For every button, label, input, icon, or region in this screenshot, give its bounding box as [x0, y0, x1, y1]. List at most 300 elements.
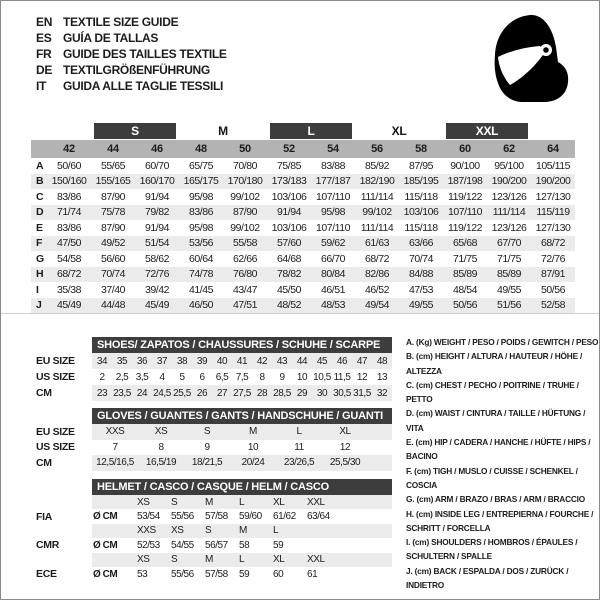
size-group-cell — [443, 123, 531, 140]
measurement-cell: 70/74 — [100, 268, 126, 281]
section-cell: Ø CM — [93, 539, 118, 551]
section-cell: M — [239, 525, 247, 537]
section-cell: 59/60 — [239, 511, 262, 523]
section-cell: M — [205, 496, 213, 508]
section-cell: 53/54 — [137, 511, 160, 523]
section-row-label: CMR — [36, 539, 60, 552]
section-cell: 7 — [112, 441, 118, 453]
measurement-cell: 83/86 — [188, 206, 214, 219]
section-cell: 20/24 — [241, 457, 265, 469]
measurement-letter: E — [36, 221, 43, 234]
section-cell: 28,5 — [273, 387, 291, 399]
section-cell: 23 — [96, 387, 108, 399]
section-cell: 27,5 — [233, 387, 251, 399]
measurement-row — [31, 267, 575, 283]
measurement-letter: C — [36, 190, 44, 203]
measurement-cell: 45/49 — [56, 299, 82, 312]
section-cell: 43 — [276, 355, 288, 367]
measurement-cell: 51/54 — [144, 237, 170, 250]
section-cell: 45 — [316, 355, 328, 367]
section-cell: XL — [339, 426, 351, 438]
measurement-cell: 123/126 — [491, 221, 527, 234]
section-row-cells — [92, 385, 392, 401]
section-cell: 5 — [179, 371, 185, 383]
section-header-bar: HELMET / CASCO / CASQUE / HELM / CASCO — [92, 479, 392, 495]
section-cell — [92, 495, 136, 509]
measurement-cell: 111/114 — [360, 221, 394, 234]
measurement-cell: 119/122 — [447, 190, 483, 203]
measurement-cell: 87/90 — [100, 221, 126, 234]
section-row — [36, 524, 392, 538]
size-column-header-row — [31, 140, 575, 158]
measurement-cell: 103/106 — [403, 206, 439, 219]
measurement-cell: 72/76 — [144, 268, 170, 281]
row-filler — [368, 440, 380, 456]
section-cell: 55/56 — [171, 511, 194, 523]
measurement-cell: 99/102 — [362, 206, 392, 219]
section-cell: 35 — [116, 355, 128, 367]
size-column-header: 44 — [107, 143, 119, 155]
section-cell: 57/58 — [205, 568, 228, 580]
section-row-cells — [92, 538, 392, 552]
measurement-cell: 46/50 — [188, 299, 214, 312]
measurement-cell: 57/60 — [276, 237, 302, 250]
size-group-label: M — [218, 124, 228, 138]
section-cell: 58 — [239, 539, 250, 551]
section-cell: 9 — [204, 441, 210, 453]
measurement-cell: 65/68 — [452, 237, 478, 250]
row-filler — [340, 567, 392, 581]
section-row-label: US SIZE — [36, 371, 75, 383]
section-divider-line — [1, 313, 600, 314]
measurement-cell: 91/94 — [276, 206, 302, 219]
measurement-cell: 150/160 — [51, 175, 87, 188]
size-group-label: XL — [391, 124, 407, 138]
section-row — [36, 385, 392, 401]
section-cell: 28 — [256, 387, 268, 399]
measurement-cell: 61/63 — [364, 237, 390, 250]
measurement-cell: 48/52 — [276, 299, 302, 312]
measurement-cell: 51/56 — [496, 299, 522, 312]
legend-item: I. (cm) SHOULDERS / HOMBROS / ÉPAULES / SCHULTERN / SPALLE — [406, 537, 578, 562]
measurement-cell: 35/38 — [56, 283, 82, 296]
section-cell: 53 — [137, 568, 148, 580]
section-cell: 10 — [247, 441, 259, 453]
section-cell: 38 — [176, 355, 188, 367]
measurement-cell: 85/89 — [452, 268, 478, 281]
measurement-cell: 55/65 — [100, 159, 126, 172]
measurement-cell: 182/190 — [359, 175, 395, 188]
measurement-cell: 83/88 — [320, 159, 346, 172]
section-row — [36, 369, 392, 385]
measurement-cell: 165/175 — [183, 175, 219, 188]
measurement-cell: 63/66 — [408, 237, 434, 250]
language-row — [36, 46, 227, 62]
measurement-cell: 55/58 — [232, 237, 258, 250]
section-row-label: FIA — [36, 510, 53, 523]
guide-title: GUIDE DES TAILLES TEXTILE — [63, 47, 227, 61]
measurement-cell: 119/122 — [447, 221, 483, 234]
section-cell: 13 — [376, 371, 388, 383]
shoes-size-section — [36, 337, 392, 401]
measurement-cell: 99/102 — [230, 190, 260, 203]
measurement-cell: 87/90 — [100, 190, 126, 203]
measurement-cell: 78/82 — [276, 268, 302, 281]
measurement-cell: 46/51 — [320, 283, 346, 296]
section-row-label — [36, 524, 92, 538]
measurement-cell: 71/75 — [452, 252, 478, 265]
measurement-row — [31, 205, 575, 221]
measurement-cell: 43/47 — [232, 283, 258, 296]
size-group-label: L — [270, 123, 352, 139]
measurement-cell: 111/114 — [492, 206, 526, 219]
measurement-cell: 45/49 — [144, 299, 170, 312]
section-row-label: EU SIZE — [36, 355, 75, 367]
section-cell: 8 — [259, 371, 265, 383]
measurement-cell: 54/58 — [56, 252, 82, 265]
section-cell: 26 — [196, 387, 208, 399]
section-row-cells — [92, 524, 392, 538]
size-column-header: 60 — [459, 143, 471, 155]
section-cell: S — [205, 525, 212, 537]
measurement-cell: 83/86 — [56, 221, 82, 234]
measurement-cell: 71/74 — [56, 206, 82, 219]
measurement-cell: 87/91 — [540, 268, 566, 281]
measurement-cell: 68/72 — [56, 268, 82, 281]
measurement-cell: 173/183 — [271, 175, 307, 188]
measurement-cell: 111/114 — [360, 190, 394, 203]
measurement-cell: 115/119 — [536, 206, 570, 219]
section-cell: 42 — [256, 355, 268, 367]
section-cell: XXS — [137, 525, 156, 537]
measurement-letter: D — [36, 206, 44, 219]
section-cell: 55/56 — [171, 568, 194, 580]
section-row — [36, 440, 392, 456]
section-cell: S — [203, 426, 211, 438]
section-cell: 23/26,5 — [283, 457, 315, 469]
section-cell: S — [171, 496, 178, 508]
measurement-cell: 170/180 — [227, 175, 263, 188]
measurement-cell: 79/82 — [144, 206, 170, 219]
language-code: FR — [36, 47, 52, 61]
section-row-cells — [92, 440, 392, 456]
section-cell: 52/53 — [137, 539, 160, 551]
section-cell: 31,5 — [353, 387, 371, 399]
section-row-cells — [92, 455, 392, 471]
measurement-cell: 190/200 — [535, 175, 571, 188]
measurement-cell: 52/58 — [540, 299, 566, 312]
legend-item: H. (cm) INSIDE LEG / ENTREPIERNA / FOURCHE / SCHRITT / FORCELLA — [406, 508, 594, 533]
measurement-cell: 59/62 — [320, 237, 346, 250]
section-cell: XL — [273, 496, 285, 508]
section-cell: 8 — [158, 441, 164, 453]
measurement-cell: 71/75 — [496, 252, 522, 265]
section-cell: 57/58 — [205, 511, 228, 523]
measurement-cell: 75/85 — [276, 159, 302, 172]
measurement-cell: 91/94 — [144, 190, 170, 203]
section-cell: L — [273, 525, 279, 537]
section-cell: 36 — [136, 355, 148, 367]
measurement-cell: 53/56 — [188, 237, 214, 250]
section-cell: XXL — [307, 496, 325, 508]
section-cell: XS — [137, 554, 150, 566]
section-cell: 2,5 — [115, 371, 129, 383]
section-cell: XS — [154, 426, 168, 438]
section-cell: 12 — [356, 371, 368, 383]
section-cell: 30,5 — [333, 387, 351, 399]
section-cell: 56/57 — [205, 539, 228, 551]
measurement-cell: 60/64 — [188, 252, 214, 265]
legend-item: B. (cm) HEIGHT / ALTURA / HAUTEUR / HÖHE / ALTEZZA — [406, 351, 583, 376]
row-filler — [340, 509, 392, 523]
gloves-size-section — [36, 408, 392, 471]
section-row-label: ECE — [36, 568, 57, 581]
section-cell: 39 — [196, 355, 208, 367]
section-row — [36, 538, 392, 552]
section-cell: 9 — [279, 371, 285, 383]
legend-item: C. (cm) CHEST / PECHO / POITRINE / TRUHE / PETTO — [406, 379, 579, 405]
measurement-cell: 56/60 — [100, 252, 126, 265]
section-cell: 6 — [199, 371, 205, 383]
section-row — [36, 455, 392, 471]
measurement-cell: 85/92 — [364, 159, 390, 172]
section-header-bar: GLOVES / GUANTES / GANTS / HANDSCHUHE / GUANTI — [92, 408, 392, 424]
section-cell: 61/62 — [273, 511, 296, 523]
measurement-cell: 185/195 — [403, 175, 439, 188]
measurement-letter: J — [36, 299, 42, 312]
section-cell: 23,5 — [113, 387, 131, 399]
measurement-cell: 107/110 — [315, 221, 351, 234]
measurement-cell: 82/86 — [364, 268, 390, 281]
section-cell: M — [249, 426, 257, 438]
row-filler — [380, 440, 392, 456]
measurement-cell: 95/98 — [188, 221, 214, 234]
measurement-cell: 50/60 — [56, 159, 82, 172]
language-code: DE — [36, 63, 53, 77]
section-cell: 12,5/16,5 — [96, 457, 134, 469]
section-row — [36, 495, 392, 509]
size-column-header: 62 — [503, 143, 515, 155]
language-row — [36, 78, 227, 94]
section-cell: XL — [273, 554, 285, 566]
measurement-cell: 90/100 — [450, 159, 480, 172]
measurement-row — [31, 251, 575, 267]
guide-title: GUÍA DE TALLAS — [63, 31, 159, 45]
helmet-size-section — [36, 479, 392, 581]
size-group-cell — [91, 123, 179, 140]
measurement-letter: A — [36, 159, 44, 172]
section-cell: 48 — [376, 355, 388, 367]
row-filler — [340, 495, 392, 509]
measurement-cell: 80/84 — [320, 268, 346, 281]
section-cell: 11 — [294, 441, 304, 453]
measurement-cell: 127/130 — [535, 190, 571, 203]
measurement-letter: F — [36, 237, 43, 250]
row-filler — [380, 455, 392, 471]
measurement-cell: 75/78 — [100, 206, 126, 219]
measurement-cell: 50/56 — [452, 299, 478, 312]
section-cell: 32 — [376, 387, 388, 399]
section-row — [36, 353, 392, 369]
measurement-cell: 41/45 — [188, 283, 214, 296]
measurement-letter: H — [36, 268, 44, 281]
measurement-legend — [406, 335, 600, 592]
measurement-cell: 62/66 — [232, 252, 258, 265]
size-group-cell — [355, 123, 443, 140]
measurement-cell: 58/62 — [144, 252, 170, 265]
measurement-cell: 76/80 — [232, 268, 258, 281]
legend-item: E. (cm) HIP / CADERA / HANCHE / HÜFTE / HIPS / BACINO — [406, 437, 591, 462]
measurement-letter: G — [36, 252, 44, 265]
section-row-label — [36, 553, 92, 567]
measurement-cell: 72/76 — [540, 252, 566, 265]
textile-size-table — [31, 123, 575, 313]
language-row — [36, 62, 227, 78]
section-row-cells — [92, 353, 392, 369]
section-row-label: EU SIZE — [36, 425, 75, 438]
size-column-header: 54 — [327, 143, 339, 155]
size-column-header: 42 — [63, 143, 75, 155]
section-cell — [92, 553, 136, 567]
measurement-cell: 47/53 — [408, 283, 434, 296]
section-row-cells — [92, 553, 392, 567]
size-column-header: 52 — [283, 143, 295, 155]
measurement-cell: 95/98 — [320, 206, 346, 219]
section-header-bar: SHOES/ ZAPATOS / CHAUSSURES / SCHUHE / SCARPE — [92, 337, 392, 353]
row-filler — [368, 424, 380, 440]
measurement-cell: 49/52 — [100, 237, 126, 250]
section-cell: Ø CM — [93, 568, 118, 580]
size-group-row — [31, 123, 575, 140]
guide-title: TEXTILGRÖßENFÜHRUNG — [63, 63, 210, 77]
section-cell: 2 — [99, 371, 105, 383]
measurement-cell: 44/48 — [100, 299, 126, 312]
section-cell: M — [205, 554, 213, 566]
group-spacer — [531, 123, 575, 140]
section-row — [36, 424, 392, 440]
measurement-row — [31, 220, 575, 236]
section-cell: 18/21,5 — [191, 457, 223, 469]
measurement-cell: 49/54 — [364, 299, 390, 312]
measurement-cell: 83/86 — [56, 190, 82, 203]
row-filler — [340, 524, 392, 538]
measurement-row — [31, 236, 575, 252]
section-cell: 12 — [339, 441, 351, 453]
measurement-cell: 107/110 — [315, 190, 351, 203]
measurement-cell: 65/75 — [188, 159, 214, 172]
section-cell: 4 — [159, 371, 165, 383]
section-cell: Ø CM — [93, 511, 118, 523]
measurement-cell: 46/52 — [364, 283, 390, 296]
measurement-cell: 115/118 — [404, 221, 438, 234]
row-filler — [340, 538, 392, 552]
row-filler — [340, 553, 392, 567]
section-cell: 59 — [273, 539, 284, 551]
section-cell: 61 — [307, 568, 318, 580]
section-cell: 16,5/19 — [145, 457, 177, 469]
size-column-header: 64 — [547, 143, 559, 155]
section-cell: L — [239, 554, 245, 566]
measurement-letter: B — [36, 175, 44, 188]
section-cell: 24 — [136, 387, 148, 399]
measurement-cell: 37/40 — [100, 283, 126, 296]
size-group-label: S — [94, 123, 176, 139]
section-cell: 63/64 — [307, 511, 330, 523]
size-group-label: XXL — [446, 123, 528, 139]
language-code: EN — [36, 15, 53, 29]
section-row-cells — [92, 369, 392, 385]
measurement-cell: 99/102 — [230, 221, 260, 234]
measurement-cell: 115/118 — [404, 190, 438, 203]
section-cell: XS — [137, 496, 150, 508]
measurement-cell: 74/78 — [188, 268, 214, 281]
section-cell: XXS — [105, 426, 125, 438]
measurement-cell: 84/88 — [408, 268, 434, 281]
size-column-header: 56 — [371, 143, 383, 155]
measurement-row — [31, 158, 575, 174]
measurement-cell: 50/56 — [540, 283, 566, 296]
section-cell: 46 — [336, 355, 348, 367]
measurement-cell: 91/94 — [144, 221, 170, 234]
guide-title: GUIDA ALLE TAGLIE TESSILI — [63, 79, 224, 93]
section-row-label: CM — [36, 387, 52, 399]
measurement-cell: 155/165 — [95, 175, 131, 188]
language-code: IT — [36, 79, 47, 93]
measurement-cell: 95/98 — [188, 190, 214, 203]
section-cell: 25,5 — [173, 387, 191, 399]
measurement-cell: 48/53 — [320, 299, 346, 312]
racing-helmet-icon — [488, 11, 572, 112]
section-cell — [306, 524, 340, 538]
section-row-cells — [92, 495, 392, 509]
measurement-cell: 49/55 — [408, 299, 434, 312]
measurement-cell: 70/80 — [232, 159, 258, 172]
language-code: ES — [36, 31, 52, 45]
section-cell: L — [296, 426, 302, 438]
legend-item: D. (cm) WAIST / CINTURA / TAILLE / HÜFTUNG / VITA — [406, 408, 586, 433]
measurement-cell: 45/50 — [276, 283, 302, 296]
measurement-cell: 95/100 — [494, 159, 524, 172]
legend-item: J. (cm) BACK / ESPALDA / DOS / ZURÜCK / INDIETRO — [406, 565, 569, 591]
measurement-cell: 39/42 — [144, 283, 170, 296]
section-row-label — [36, 495, 92, 509]
section-cell: 40 — [216, 355, 228, 367]
section-cell: 30 — [316, 387, 328, 399]
section-cell: 59 — [239, 568, 250, 580]
section-cell: 60 — [273, 568, 284, 580]
size-column-header: 48 — [195, 143, 207, 155]
measurement-cell: 87/95 — [408, 159, 434, 172]
measurement-cell: 47/51 — [232, 299, 258, 312]
measurement-cell: 177/187 — [315, 175, 351, 188]
group-spacer — [31, 123, 91, 140]
legend-item: G. (cm) ARM / BRAZO / BRAS / ARM / BRACCIO — [406, 494, 586, 505]
section-cell: 10 — [296, 371, 308, 383]
section-cell: 37 — [156, 355, 168, 367]
section-cell: 25,5/30 — [329, 457, 361, 469]
section-cell: XS — [171, 525, 184, 537]
size-column-header: 58 — [415, 143, 427, 155]
measurement-cell: 68/72 — [364, 252, 390, 265]
measurement-cell: 87/90 — [232, 206, 258, 219]
section-cell: 34 — [96, 355, 108, 367]
section-row-cells — [92, 567, 392, 581]
section-row-cells — [92, 424, 392, 440]
section-cell: S — [171, 554, 178, 566]
measurement-cell: 68/72 — [540, 237, 566, 250]
section-cell: 24,5 — [153, 387, 171, 399]
section-cell: 3,5 — [135, 371, 149, 383]
